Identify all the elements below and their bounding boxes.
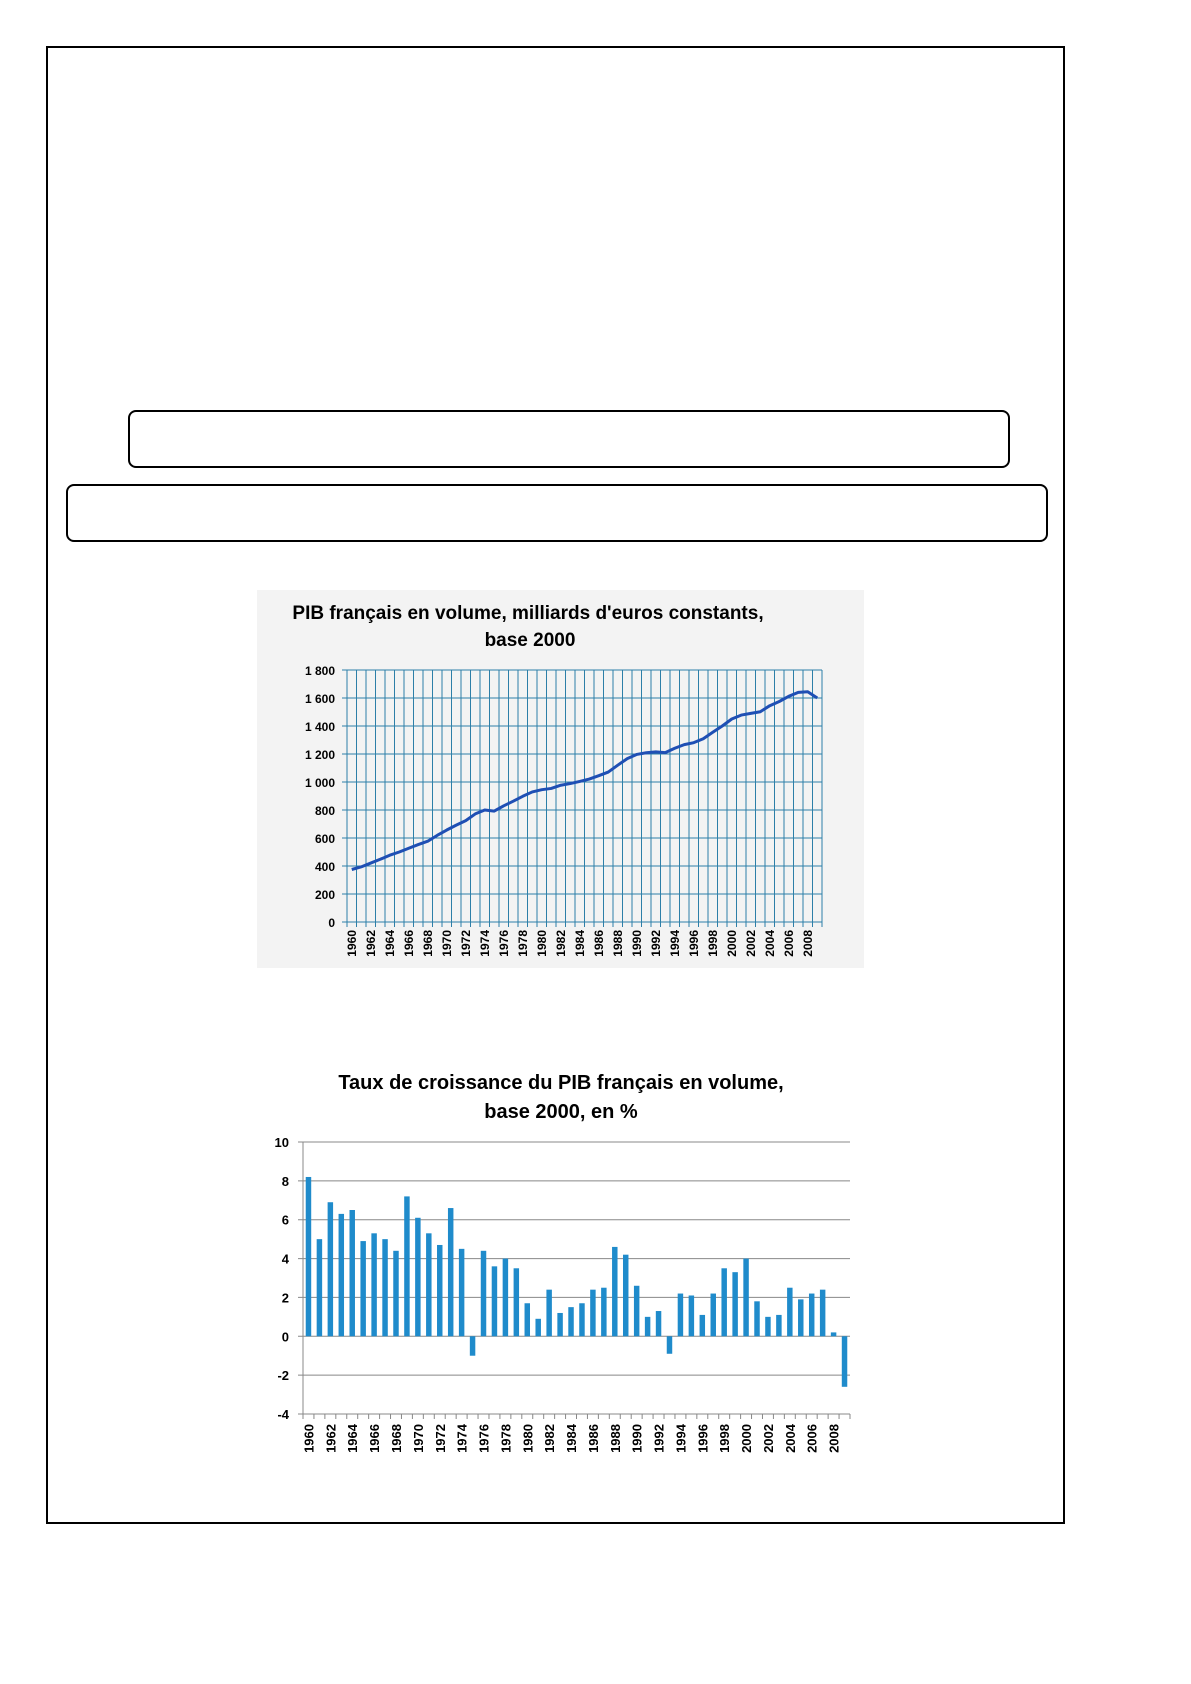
bar-2006 — [809, 1294, 814, 1337]
x-tick-label: 1984 — [564, 1424, 580, 1453]
bar-1984 — [568, 1307, 573, 1336]
bar-1985 — [579, 1303, 584, 1336]
x-tick-label: 2008 — [826, 1424, 842, 1453]
bar-1999 — [732, 1272, 737, 1336]
chart-title: PIB français en volume, milliards d'euros constants, — [292, 603, 764, 624]
bar-2003 — [776, 1315, 781, 1336]
x-tick-label: 1970 — [410, 1424, 426, 1453]
bar-1995 — [689, 1295, 694, 1336]
x-tick-label: 1968 — [420, 930, 435, 957]
bar-1968 — [393, 1251, 398, 1336]
chart-title: Taux de croissance du PIB français en volume, — [338, 1072, 784, 1094]
x-tick-label: 1996 — [686, 930, 701, 957]
y-tick-label: -4 — [277, 1407, 289, 1422]
y-tick-label: 6 — [281, 1212, 289, 1228]
x-tick-label: 1974 — [477, 930, 492, 957]
x-tick-label: 1972 — [432, 1424, 448, 1453]
y-tick-label: 1 400 — [304, 720, 335, 734]
x-tick-label: 1992 — [651, 1424, 667, 1453]
bar-1973 — [448, 1208, 453, 1336]
bar-1977 — [492, 1266, 497, 1336]
x-tick-label: 1978 — [515, 930, 530, 957]
bar-1961 — [317, 1239, 322, 1336]
bar-1988 — [612, 1247, 617, 1336]
y-tick-label: 1 200 — [304, 748, 335, 762]
x-tick-label: 1960 — [301, 1424, 317, 1453]
bar-1967 — [382, 1239, 387, 1336]
bar-1965 — [360, 1241, 365, 1336]
bar-1994 — [678, 1294, 683, 1337]
x-tick-label: 1990 — [629, 930, 644, 957]
bar-1992 — [656, 1311, 661, 1336]
x-tick-label: 1966 — [367, 1424, 383, 1453]
chart-title: base 2000, en % — [484, 1101, 638, 1123]
x-tick-label: 2000 — [724, 930, 739, 957]
bar-1981 — [535, 1319, 540, 1336]
y-tick-label: 200 — [314, 888, 335, 902]
bar-1982 — [546, 1290, 551, 1337]
y-tick-label: 10 — [274, 1135, 289, 1150]
bar-1989 — [623, 1255, 628, 1337]
x-tick-label: 1982 — [542, 1424, 558, 1453]
bar-1969 — [404, 1196, 409, 1336]
y-tick-label: -2 — [277, 1368, 289, 1384]
bar-1987 — [601, 1288, 606, 1337]
x-tick-label: 2006 — [804, 1424, 820, 1453]
x-tick-label: 1980 — [520, 1424, 536, 1453]
x-tick-label: 2000 — [739, 1424, 755, 1453]
x-tick-label: 1970 — [439, 930, 454, 957]
bar-1964 — [349, 1210, 354, 1336]
x-tick-label: 1998 — [717, 1424, 733, 1453]
x-tick-label: 2002 — [743, 930, 758, 957]
x-tick-label: 1964 — [382, 930, 397, 957]
bar-1983 — [557, 1313, 562, 1336]
bar-2000 — [743, 1259, 748, 1337]
bar-1998 — [721, 1268, 726, 1336]
bar-1960 — [306, 1177, 311, 1336]
y-tick-label: 0 — [281, 1329, 289, 1345]
y-tick-label: 4 — [281, 1251, 289, 1267]
bar-1980 — [525, 1303, 530, 1336]
x-tick-label: 2004 — [782, 1424, 798, 1453]
x-tick-label: 1980 — [534, 930, 549, 957]
x-tick-label: 2006 — [781, 930, 796, 957]
x-tick-label: 1960 — [344, 930, 359, 957]
x-tick-label: 1990 — [629, 1424, 645, 1453]
bar-2007 — [820, 1290, 825, 1337]
bar-1979 — [514, 1268, 519, 1336]
bar-1986 — [590, 1290, 595, 1337]
x-tick-label: 1976 — [496, 930, 511, 957]
bar-1978 — [503, 1259, 508, 1337]
x-tick-label: 1998 — [705, 930, 720, 957]
x-tick-label: 1986 — [591, 930, 606, 957]
x-tick-label: 1988 — [610, 930, 625, 957]
bar-2008 — [831, 1332, 836, 1336]
y-tick-label: 1 800 — [304, 664, 335, 678]
chart-title: base 2000 — [484, 630, 576, 651]
bar-1971 — [426, 1233, 431, 1336]
bar-1972 — [437, 1245, 442, 1336]
x-tick-label: 1988 — [607, 1424, 623, 1453]
bar-2009 — [842, 1336, 847, 1387]
x-tick-label: 1978 — [498, 1424, 514, 1453]
bar-1970 — [415, 1218, 420, 1337]
x-tick-label: 1994 — [667, 930, 682, 957]
bar-2004 — [787, 1288, 792, 1337]
x-tick-label: 1964 — [345, 1424, 361, 1453]
x-tick-label: 1974 — [454, 1424, 470, 1453]
x-tick-label: 1962 — [323, 1424, 339, 1453]
bar-1974 — [459, 1249, 464, 1336]
x-tick-label: 1972 — [458, 930, 473, 957]
x-tick-label: 1968 — [388, 1424, 404, 1453]
bar-1962 — [328, 1202, 333, 1336]
bar-1993 — [667, 1336, 672, 1353]
x-tick-label: 1966 — [401, 930, 416, 957]
x-tick-label: 1982 — [553, 930, 568, 957]
y-tick-label: 2 — [281, 1290, 289, 1306]
x-tick-label: 1994 — [673, 1424, 689, 1453]
x-tick-label: 2008 — [800, 930, 815, 957]
bar-1997 — [711, 1294, 716, 1337]
x-tick-label: 1986 — [585, 1424, 601, 1453]
bar-1976 — [481, 1251, 486, 1336]
x-tick-label: 1992 — [648, 930, 663, 957]
bar-1991 — [645, 1317, 650, 1336]
bar-1996 — [700, 1315, 705, 1336]
y-tick-label: 8 — [281, 1173, 289, 1189]
y-tick-label: 0 — [328, 916, 335, 930]
bar-1990 — [634, 1286, 639, 1337]
bar-1975 — [470, 1336, 475, 1355]
y-tick-label: 800 — [314, 804, 335, 818]
x-tick-label: 2004 — [762, 930, 777, 957]
y-tick-label: 400 — [314, 860, 335, 874]
bar-2005 — [798, 1299, 803, 1336]
bar-2001 — [754, 1301, 759, 1336]
bar-1966 — [371, 1233, 376, 1336]
x-tick-label: 1976 — [476, 1424, 492, 1453]
x-tick-label: 1996 — [695, 1424, 711, 1453]
y-tick-label: 1 000 — [304, 776, 335, 790]
x-tick-label: 1962 — [363, 930, 378, 957]
y-tick-label: 600 — [314, 832, 335, 846]
x-tick-label: 1984 — [572, 930, 587, 957]
bar-2002 — [765, 1317, 770, 1336]
bar-1963 — [339, 1214, 344, 1336]
y-tick-label: 1 600 — [304, 692, 335, 706]
x-tick-label: 2002 — [760, 1424, 776, 1453]
